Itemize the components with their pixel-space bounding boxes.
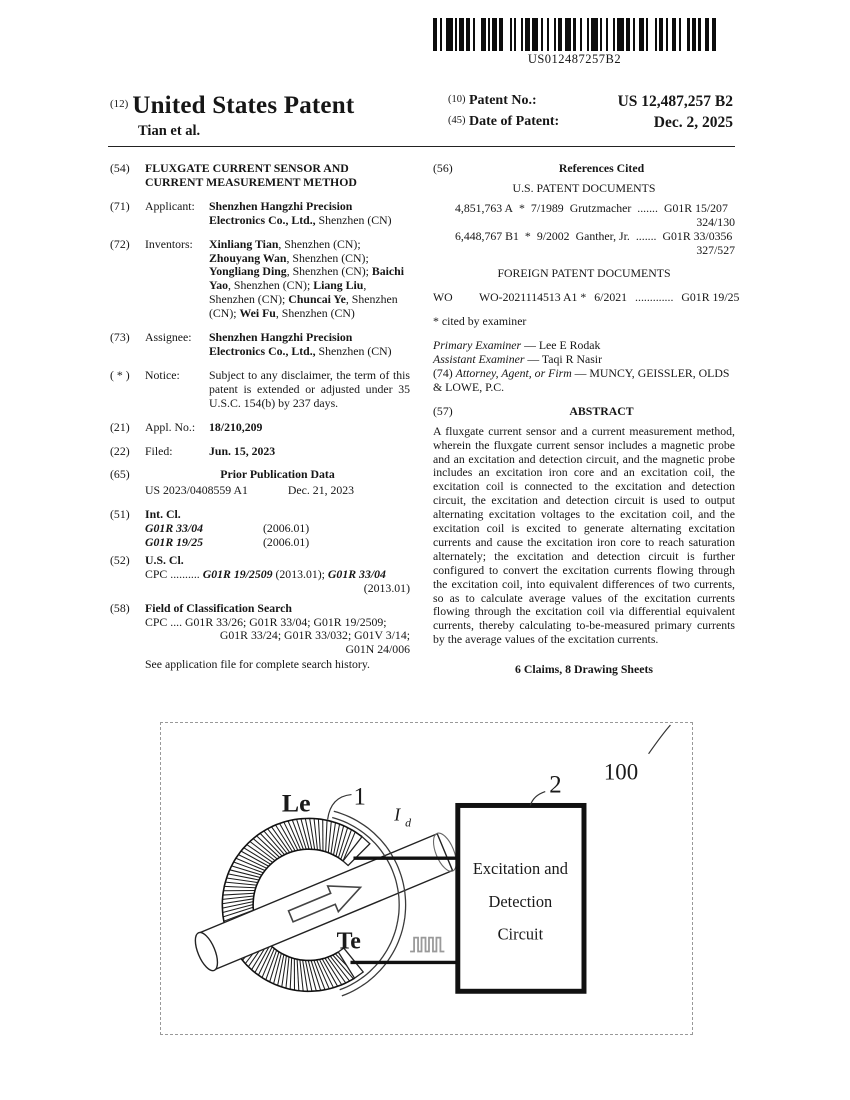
- applicant-location: Shenzhen (CN): [315, 212, 392, 227]
- section-72-code: (72): [110, 236, 130, 251]
- section-52-code: (52): [110, 552, 130, 567]
- barcode-bars-icon: [412, 18, 737, 51]
- label-id-main: I: [394, 804, 401, 825]
- patent-date: Dec. 2, 2025: [653, 113, 733, 131]
- notice-section: [110, 369, 410, 411]
- dot-leader: ..........: [170, 566, 200, 581]
- section-21-code: (21): [110, 419, 130, 434]
- inventor-short-name: Tian et al.: [138, 123, 201, 139]
- notice-label: Notice:: [145, 367, 180, 382]
- section-54-code: (54): [110, 161, 130, 175]
- section-51-code: (51): [110, 507, 130, 522]
- section-65-code: (65): [110, 467, 130, 482]
- us-patent-row: [433, 202, 735, 216]
- primary-examiner-name: — Lee E Rodak: [521, 338, 601, 353]
- cited-by-examiner-note: * cited by examiner: [433, 314, 527, 329]
- ref-country: WO: [433, 290, 453, 305]
- ref-star: *: [519, 200, 525, 215]
- filed-label: Filed:: [145, 443, 173, 458]
- label-ref-2: 2: [549, 771, 562, 799]
- page-title: United States Patent: [132, 92, 355, 119]
- patent-figure: [160, 722, 693, 1035]
- section-57-abstract: [433, 405, 735, 419]
- inventor-name: Liang Liu: [313, 278, 364, 293]
- us-cl-heading: U.S. Cl.: [145, 552, 184, 567]
- ref-date: 7/1989: [530, 200, 564, 215]
- section-56-code: (56): [433, 161, 453, 175]
- cpc-label: CPC: [145, 566, 168, 581]
- section-58-code: (58): [110, 600, 130, 615]
- appl-no-value: 18/210,209: [209, 419, 263, 434]
- abstract-heading: ABSTRACT: [569, 403, 634, 418]
- patent-number: US 12,487,257 B2: [617, 93, 733, 110]
- inventor-name: Zhouyang Wan: [209, 250, 287, 265]
- ref-class-secondary: 324/130: [696, 214, 735, 229]
- right-column: [433, 161, 740, 682]
- code-10: (10): [448, 94, 466, 105]
- dot-leader: ....: [170, 614, 183, 629]
- applicant-name: Shenzhen Hangzhi Precision Electronics Co., Ltd.,: [209, 198, 353, 227]
- assistant-examiner-line: [433, 353, 735, 367]
- primary-examiner-line: [433, 339, 735, 353]
- section-51-int-cl: [110, 508, 410, 550]
- ref-name: Grutzmacher: [569, 200, 632, 215]
- int-cl-class: G01R 19/25: [145, 535, 204, 550]
- section-22-code: (22): [110, 443, 130, 458]
- notice-text: Subject to any disclaimer, the term of this patent is extended or adjusted under 35 U.S.C. 154(b) by 237 days.: [209, 367, 410, 410]
- dot-leader: .......: [635, 228, 657, 243]
- prior-pub-number: US 2023/0408559 A1: [145, 483, 248, 498]
- header-divider: [108, 146, 735, 147]
- search-classes-line1: G01R 33/26; G01R 33/04; G01R 19/2509;: [185, 614, 387, 629]
- inventor-loc: , Shenzhen (CN);: [278, 236, 361, 251]
- claims-drawing-sheets-line: 6 Claims, 8 Drawing Sheets: [515, 662, 653, 677]
- assistant-examiner-label: Assistant Examiner: [433, 352, 525, 367]
- patent-no-label: Patent No.:: [469, 93, 537, 108]
- ref-class: G01R 33/0356: [662, 228, 733, 243]
- label-te: Te: [336, 928, 361, 955]
- attorney-name: — MUNCY, GEISSLER, OLDS & LOWE, P.C.: [433, 365, 730, 394]
- cpc-class: G01R 33/04: [327, 566, 386, 581]
- filed-value: Jun. 15, 2023: [209, 443, 276, 458]
- code-12: (12): [110, 98, 129, 110]
- field-search-heading: Field of Classification Search: [145, 600, 292, 615]
- inventor-loc: , Shenzhen (CN);: [228, 278, 314, 293]
- section-65-prior-publication: [110, 468, 410, 498]
- invention-title-line2: CURRENT MEASUREMENT METHOD: [145, 174, 357, 189]
- int-cl-version: (2006.01): [263, 521, 310, 536]
- search-classes-line3: G01N 24/006: [345, 642, 410, 657]
- section-56-references: [433, 162, 735, 176]
- ref-date: 6/2021: [594, 290, 628, 305]
- applicant-label: Applicant:: [145, 198, 195, 213]
- section-52-us-cl: [110, 554, 410, 596]
- foreign-patent-row: [433, 290, 740, 305]
- foreign-docs-heading: FOREIGN PATENT DOCUMENTS: [497, 266, 671, 281]
- inventor-name: Chuncai Ye: [288, 292, 346, 307]
- inventor-name: Xinliang Tian: [209, 236, 279, 251]
- attorney-line: [433, 367, 735, 395]
- invention-title-line1: FLUXGATE CURRENT SENSOR AND: [145, 161, 349, 175]
- section-73-assignee: [110, 331, 410, 359]
- inventors-list: [209, 238, 410, 321]
- int-cl-class: G01R 33/04: [145, 521, 204, 536]
- prior-pub-heading: Prior Publication Data: [220, 467, 335, 482]
- inventor-loc: , Shenzhen (CN);: [286, 264, 372, 279]
- inventor-loc: , Shenzhen (CN);: [209, 278, 367, 307]
- cpc-version-wrap: (2013.01): [363, 580, 410, 595]
- section-73-code: (73): [110, 330, 130, 345]
- barcode-number: US012487257B2: [527, 52, 622, 66]
- dot-leader: .......: [637, 200, 658, 215]
- cpc-label: CPC: [145, 614, 168, 629]
- fluxgate-sensor-diagram: [161, 723, 692, 1034]
- circuit-box-line1: Excitation and: [472, 859, 568, 879]
- int-cl-version: (2006.01): [263, 535, 310, 550]
- search-history-note: See application file for complete search history.: [145, 657, 370, 672]
- notice-code: ( * ): [110, 367, 130, 382]
- prior-pub-date: Dec. 21, 2023: [287, 483, 355, 498]
- ref-star: *: [524, 228, 531, 243]
- ref-date: 9/2002: [536, 228, 570, 243]
- ref-number: WO-2021114513 A1 *: [479, 290, 587, 305]
- assistant-examiner-name: — Taqi R Nasir: [524, 352, 603, 367]
- label-id-sub: d: [405, 815, 412, 830]
- search-classes-line2: G01R 33/24; G01R 33/032; G01V 3/14;: [219, 628, 410, 643]
- patent-header: [110, 92, 733, 140]
- cpc-class: G01R 19/2509: [202, 566, 273, 581]
- inventors-label: Inventors:: [145, 236, 193, 251]
- us-patent-row: [433, 230, 735, 244]
- section-72-inventors: [110, 238, 410, 321]
- section-54-title: [110, 162, 410, 190]
- label-ref-1: 1: [353, 783, 366, 811]
- attorney-label: Attorney, Agent, or Firm: [455, 365, 572, 380]
- primary-examiner-label: Primary Examiner: [433, 338, 522, 353]
- leader-line-100: [649, 725, 671, 754]
- appl-no-label: Appl. No.:: [145, 419, 196, 434]
- assignee-location: Shenzhen (CN): [315, 343, 392, 358]
- date-of-patent-label: Date of Patent:: [469, 113, 560, 129]
- section-21-appl-no: [110, 421, 410, 435]
- ref-class: G01R 19/25: [681, 290, 740, 305]
- inventor-name: Wei Fu: [239, 306, 276, 321]
- section-71-code: (71): [110, 198, 130, 213]
- section-22-filed: [110, 445, 410, 459]
- square-wave-icon: [410, 938, 444, 952]
- ref-name: Ganther, Jr.: [575, 228, 630, 243]
- section-57-code: (57): [433, 403, 453, 418]
- inventor-loc: , Shenzhen (CN): [275, 306, 355, 321]
- int-cl-heading: Int. Cl.: [145, 507, 181, 522]
- assignee-label: Assignee:: [145, 330, 192, 345]
- abstract-text: A fluxgate current sensor and a current measurement method, wherein the fluxgate current sensor includes a magnetic probe and an excitation and detection circuit, and the magnetic probe includes an excitation iron core and an excitation coil, the excitation coil is connected to the excitation and detection circuit, the excitation and detection circuit is used to output alternating excitation voltages to the excitation coil, and the excitation coil is excited to generate alternating excitation currents and cause the excitation iron core to reach saturation alternately; the excitation and detection circuit is further configured to convert the excitation currents flowing through the excitation coil, into equivalent differences of two currents, so as to calculate average values of the excitation currents flowing through the excitation coil via differential equivalent currents, thereby calculating to-be-measured primary currents by the average values of the excitation currents.: [433, 423, 735, 647]
- ref-number: 6,448,767 B1: [455, 228, 519, 243]
- inventor-name: Yongliang Ding: [209, 264, 287, 279]
- left-column: [110, 162, 410, 682]
- inventor-name: Baichi Yao: [209, 264, 404, 293]
- patent-barcode: [412, 18, 737, 67]
- dot-leader: .............: [635, 290, 674, 305]
- inventor-loc: , Shenzhen (CN);: [209, 292, 398, 321]
- header-left: [110, 92, 354, 140]
- bibliographic-columns: [110, 161, 740, 682]
- us-patent-docs-heading: U.S. PATENT DOCUMENTS: [512, 180, 656, 195]
- ref-class-secondary: 327/527: [696, 242, 735, 257]
- ref-class: G01R 15/207: [663, 200, 728, 215]
- ref-number: 4,851,763 A: [455, 200, 514, 215]
- assignee-name: Shenzhen Hangzhi Precision Electronics Co., Ltd.,: [209, 330, 353, 358]
- header-right: [448, 92, 733, 140]
- section-74-code: (74): [433, 365, 453, 380]
- circuit-box-line2: Detection: [488, 891, 553, 911]
- circuit-box-line3: Circuit: [497, 924, 544, 944]
- section-71-applicant: [110, 200, 410, 228]
- code-45: (45): [448, 114, 466, 126]
- inventor-loc: , Shenzhen (CN);: [286, 250, 369, 265]
- section-58-field-of-search: [110, 602, 410, 673]
- label-ref-100: 100: [603, 759, 639, 785]
- references-cited-heading: References Cited: [558, 161, 645, 175]
- cpc-version: (2013.01);: [272, 566, 328, 581]
- label-le: Le: [281, 788, 311, 818]
